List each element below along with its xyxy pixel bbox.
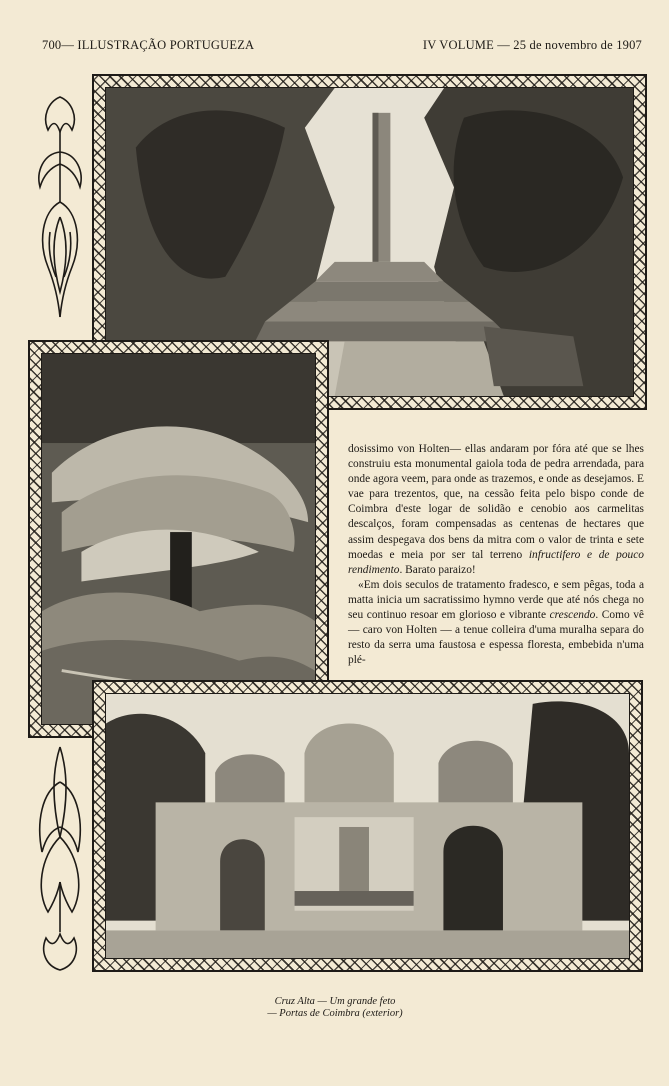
article-text [348, 442, 644, 668]
volume-date: IV VOLUME — 25 de novembro de 1907 [422, 38, 642, 52]
tree-fern-photo-icon [42, 354, 315, 724]
portas-de-coimbra-frame [92, 680, 643, 972]
tree-fern-frame [28, 340, 329, 738]
art-nouveau-flower-ornament-top [28, 92, 92, 327]
caption-line-2: — Portas de Coimbra (exterior) [267, 1008, 403, 1019]
article-paragraph: dosissimo von Holten— ellas andaram por fóra até que se lhes construiu esta monumental gaiola toda de pedra arrendada, para onde agora veem, para onde as trazemos, e onde as desejamos. E vae para trezentos, que, na cessão feita pelo bispo conde de Coimbra d'este logar de solidão e cenobio aos carmelitas descalços, foram compensadas as centenas de hectares que assim despegava dos bens da mitra com o valor de trinta e sete moedas e meia por ser tal terreno infructifero e de pouco rendimento. Barato paraizo! [348, 443, 644, 576]
photo-caption [200, 996, 470, 1020]
caption-line-1: Cruz Alta — Um grande feto [274, 996, 396, 1007]
portas-de-coimbra-photo-icon [106, 694, 629, 958]
page-number-title: 700— ILLUSTRAÇÃO PORTUGUEZA [42, 38, 255, 52]
tree-fern-photo [41, 353, 316, 725]
portas-de-coimbra-photo [105, 693, 630, 959]
art-nouveau-flower-ornament-bottom [28, 742, 92, 974]
article-paragraph: «Em dois seculos de tratamento fradesco, e sem pêgas, toda a matta inicia um sacratissimo hymno verde que até nós chega no seu continuo resoar em glorioso e vibrante crescendo. Como vê — caro von Holten — a tenue colleira d'uma muralha separa do resto da serra uma faustosa e espessa floresta, embebida n'uma plé- [348, 578, 644, 667]
page-header [42, 38, 642, 56]
